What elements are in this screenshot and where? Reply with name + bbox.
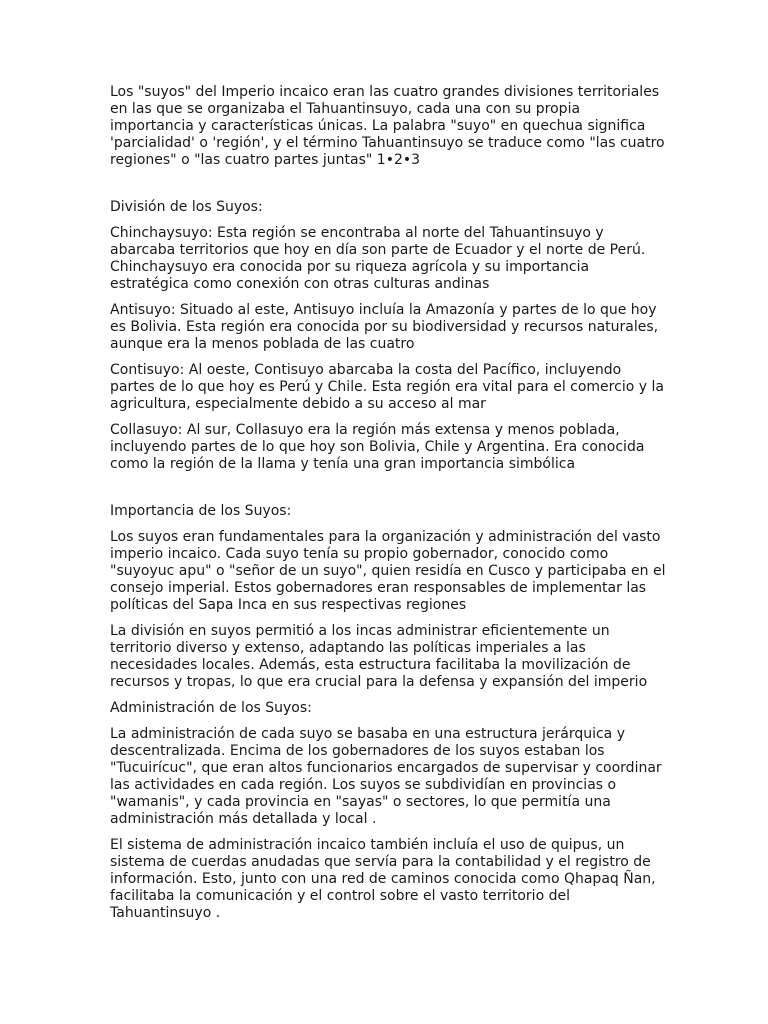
intro-paragraph: Los "suyos" del Imperio incaico eran las cuatro grandes divisiones territoriales en las que se organizaba el Tahuantinsuyo, cada una con su propia importancia y características únicas. La palabra "suyo" en quechua significa 'parcialidad' o 'región', y el término Tahuantinsuyo se traduce como "las cuatro regiones" o "las cuatro partes juntas" 1•2•3 (110, 84, 665, 168)
importance-heading: Importancia de los Suyos: (110, 503, 292, 519)
administration-paragraph-1: La administración de cada suyo se basaba en una estructura jerárquica y descentralizada. Encima de los gobernadores de los suyos estaban los "Tucuirícuc", que eran altos funcionarios encargados de supervisar y coordinar las actividades en cada región. Los suyos se subdividían en provincias o "wamanis", y cada provincia en "sayas" o sectores, lo que permitía una administración más detallada y local . (110, 726, 662, 827)
importance-paragraph-2: La división en suyos permitió a los incas administrar eficientemente un territorio diverso y extenso, adaptando las políticas imperiales a las necesidades locales. Además, esta estructura facilitaba la movilización de recursos y tropas, lo que era crucial para la defensa y expansión del imperio (110, 623, 648, 690)
importance-paragraph-1: Los suyos eran fundamentales para la organización y administración del vasto imperio incaico. Cada suyo tenía su propio gobernador, conocido como "suyoyuc apu" o "señor de un suyo", quien residía en Cusco y participaba en el consejo imperial. Estos gobernadores eran responsables de implementar las políticas del Sapa Inca en sus respectivas regiones (110, 529, 666, 613)
contisuyo-paragraph: Contisuyo: Al oeste, Contisuyo abarcaba la costa del Pacífico, incluyendo partes de lo que hoy es Perú y Chile. Esta región era vital para el comercio y la agricultura, especialmente debido a su acceso al mar (110, 362, 664, 412)
collasuyo-paragraph: Collasuyo: Al sur, Collasuyo era la región más extensa y menos poblada, incluyendo partes de lo que hoy son Bolivia, Chile y Argentina. Era conocida como la región de la llama y tenía una gran importancia simbólica (110, 422, 645, 472)
division-heading: División de los Suyos: (110, 199, 263, 215)
administration-paragraph-2: El sistema de administración incaico también incluía el uso de quipus, un sistema de cuerdas anudadas que servía para la contabilidad y el registro de información. Esto, junto con una red de caminos conocida como Qhapaq Ñan, facilitaba la comunicación y el control sobre el vasto territorio del Tahuantinsuyo . (110, 837, 656, 921)
document-body (110, 84, 666, 931)
chinchaysuyo-paragraph: Chinchaysuyo: Esta región se encontraba al norte del Tahuantinsuyo y abarcaba territorios que hoy en día son parte de Ecuador y el norte de Perú. Chinchaysuyo era conocida por su riqueza agrícola y su importancia estratégica como conexión con otras culturas andinas (110, 225, 646, 292)
antisuyo-paragraph: Antisuyo: Situado al este, Antisuyo incluía la Amazonía y partes de lo que hoy es Bolivia. Esta región era conocida por su biodiversidad y recursos naturales, aunque era la menos poblada de las cuatro (110, 302, 659, 352)
administration-heading: Administración de los Suyos: (110, 700, 312, 716)
